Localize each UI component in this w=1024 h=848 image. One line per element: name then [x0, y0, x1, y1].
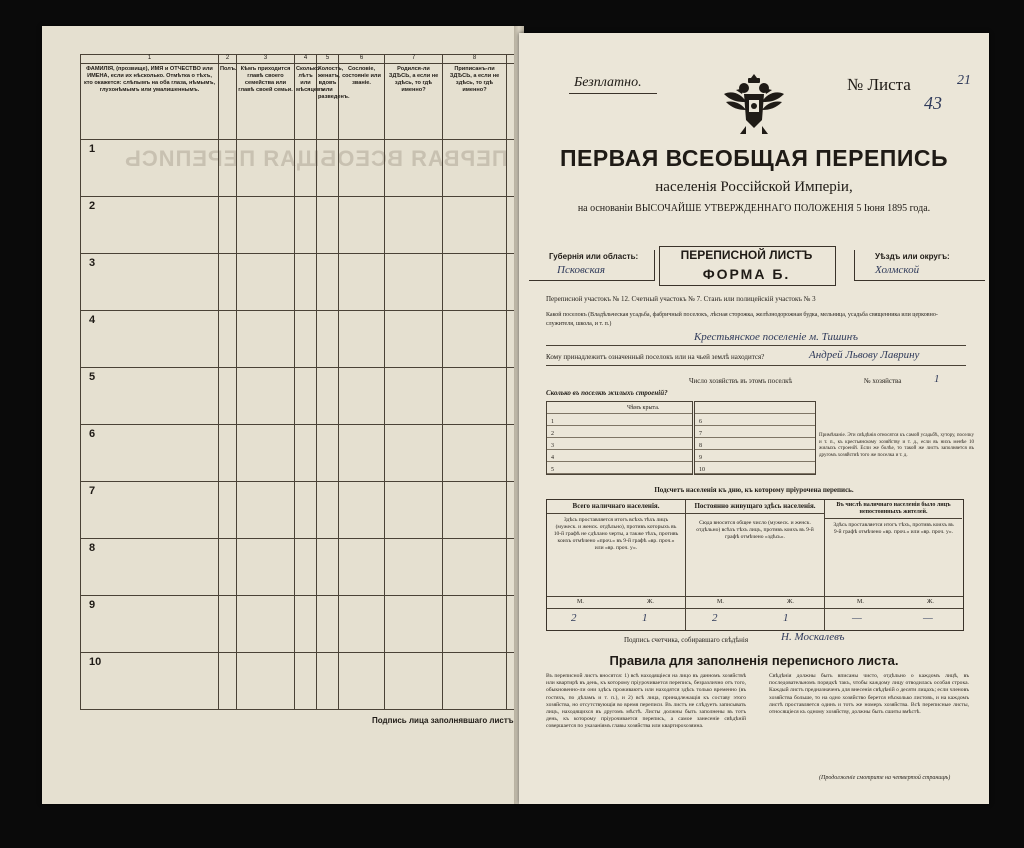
- grid-row-num: 7: [699, 431, 702, 437]
- uezd-box: [854, 250, 985, 281]
- grid-row-num: 4: [551, 455, 554, 461]
- buildings-grid-left: [546, 401, 693, 475]
- row-number: 4: [81, 311, 219, 368]
- left-page: [42, 26, 518, 804]
- pop-value: —: [852, 612, 862, 624]
- col-num: 6: [339, 55, 385, 64]
- column-header-sex: Полъ.: [219, 64, 237, 140]
- pop-value: 1: [642, 612, 648, 624]
- col-num: 3: [237, 55, 295, 64]
- table-row: [81, 539, 518, 596]
- rules-column-1: Въ переписной листъ вносятся: 1) всѣ находящіеся на лицо въ данномъ хозяйствѣ или квартирѣ въ день, къ которому пріурочивается перепись, безразлично отъ того, обыкновенно-ли они здѣсь проживаютъ или находятся здѣсь только временно (въ гостяхъ, по дѣламъ и т. п.), и 2) всѣ лица, принадлежащія къ составу этого хозяйства, но отсутствующія во время переписи. Въ листъ не слѣдуетъ записывать лицъ, находящихся въ другомъ мѣстѣ. Листы должны быть заполнены въ тотъ день, къ которому пріурочивается перепись, а самое занесеніе свѣдѣній совершается по указаніямъ главы хозяйства или квартирохозяина.: [546, 673, 746, 730]
- col-num: 7: [385, 55, 443, 64]
- population-table: [546, 499, 964, 631]
- uezd-value: Холмской: [875, 264, 920, 276]
- sheet-number-handwritten: 21: [957, 73, 971, 88]
- counter-signature-label: Подпись счетчика, собиравшаго свѣдѣнія: [624, 636, 749, 644]
- col-num: 5: [317, 55, 339, 64]
- pop-value: —: [923, 612, 933, 624]
- col-num: 4: [295, 55, 317, 64]
- grid-row-num: 9: [699, 455, 702, 461]
- f-label: Ж.: [927, 599, 934, 605]
- table-row: [81, 368, 518, 425]
- double-headed-eagle-emblem-icon: [722, 68, 786, 138]
- free-label: Безплатно.: [574, 75, 642, 90]
- pop-col1-title: Всего наличнаго населенія.: [547, 500, 685, 514]
- table-row: [81, 254, 518, 311]
- f-label: Ж.: [787, 599, 794, 605]
- col-num: 2: [219, 55, 237, 64]
- gubernia-box: [529, 250, 655, 281]
- row-number: 5: [81, 368, 219, 425]
- grid-row-num: 1: [551, 419, 554, 425]
- column-header-age: Сколько лѣтъ или мѣсяцевъ: [295, 64, 317, 140]
- sheet-number-label: № Листа: [847, 75, 911, 94]
- row-number: 9: [81, 596, 219, 653]
- continuation-note: (Продолженіе смотрите на четвертой страницѣ): [819, 775, 951, 781]
- buildings-label: Сколько въ поселкѣ жилыхъ строеній?: [546, 389, 668, 397]
- header-row: [81, 64, 518, 140]
- row-number: 10: [81, 652, 219, 709]
- population-title: Подсчетъ населенія къ дню, къ которому пріурочена перепись.: [654, 486, 854, 494]
- grid-row-num: 8: [699, 443, 702, 449]
- rules-title: Правила для заполненія переписного листа.: [609, 653, 899, 668]
- table-row: [81, 482, 518, 539]
- m-label: М.: [717, 599, 724, 605]
- column-header-marital: Холостъ, женатъ, вдовъ или разведенъ.: [317, 64, 339, 140]
- district-line: Переписной участокъ № 12. Счетный участокъ № 7. Станъ или полицейскій участокъ № 3: [546, 295, 816, 303]
- table-row: [81, 652, 518, 709]
- pop-col2-title: Постоянно живущаго здѣсь населенія.: [686, 500, 824, 514]
- household-no-value: 1: [934, 373, 940, 385]
- grid-row-num: 5: [551, 467, 554, 473]
- column-number-row: [81, 55, 518, 64]
- f-label: Ж.: [647, 599, 654, 605]
- pop-value: 2: [571, 612, 577, 624]
- pop-col1-text: Здѣсь проставляется итогъ всѣхъ тѣхъ лицъ (мужеск. и женск. отдѣльно), противъ которыхъ въ 10-й графѣ не сдѣлано черты, а также тѣхъ, противъ коихъ отмѣчено «проч.» въ 9-й графѣ «вр. проч.» или «вр. проч. у».: [553, 517, 679, 551]
- grid-header: Чѣмъ крыта.: [627, 405, 660, 411]
- settlement-value: Крестьянское поселеніе м. Тишинъ: [694, 331, 858, 343]
- table-row: [81, 197, 518, 254]
- row-number: 6: [81, 425, 219, 482]
- grid-row-num: 2: [551, 431, 554, 437]
- buildings-grid-middle: [694, 401, 816, 475]
- owner-label: Кому принадлежитъ означенный поселокъ или на чьей землѣ находится?: [546, 353, 765, 361]
- census-table: [80, 54, 518, 710]
- column-header-birthplace: Родился-ли ЗДѢСЬ, а если не здѣсь, то гдѣ именно?: [385, 64, 443, 140]
- page-title: ПЕРВАЯ ВСЕОБЩАЯ ПЕРЕПИСЬ: [559, 145, 949, 171]
- table-row: [81, 311, 518, 368]
- grid-row-num: 3: [551, 443, 554, 449]
- m-label: М.: [577, 599, 584, 605]
- gubernia-label: Губернія или область:: [549, 252, 639, 261]
- uezd-label: Уѣздъ или округъ:: [875, 252, 950, 261]
- sheet-number-handwritten-2: 43: [924, 93, 942, 113]
- buildings-note: Примѣчаніе. Эти свѣдѣнія относятся къ самой усадьбѣ, хутору, поселку и т. п., къ крестьянскому хозяйству и т. д., если въ нихъ менѣе 10 жилыхъ строеній. Если же болѣе, то такой же листъ заполняется въ другомъ хозяйствѣ того же поселка и т. д.: [819, 433, 974, 458]
- table-row: [81, 596, 518, 653]
- filler-signature-label: Подпись лица заполнявшаго листъ: [372, 716, 514, 725]
- owner-underline: [546, 365, 966, 366]
- col-num: 8: [443, 55, 507, 64]
- page-subtitle: населенія Россійской Имперіи,: [655, 179, 853, 195]
- owner-value: Андрей Львову Лаврину: [809, 349, 920, 361]
- settlement-label: Какой поселокъ (Владѣльческая усадьба, фабричный поселокъ, лѣсная сторожка, желѣзнодорожная будка, мельница, усадьба священника или церковно-служителя, школа, и т. п.): [546, 312, 938, 327]
- page-subtitle-decree: на основаніи ВЫСОЧАЙШЕ УТВЕРЖДЕННАГО ПОЛОЖЕНІЯ 5 Іюня 1895 года.: [577, 203, 931, 214]
- col-num: 1: [81, 55, 219, 64]
- row-number: 8: [81, 539, 219, 596]
- rules-column-2: Свѣдѣнія должны быть вписаны чисто, отдѣльно о каждомъ лицѣ, въ последовательномъ порядкѣ такъ, чтобы каждому лицу отводилась особая строка. Каждый листъ предназначенъ для внесенія свѣдѣній о десяти лицахъ; если членовъ хозяйства больше, то на одно хозяйство берется нѣсколько листовъ, и на каждомъ листѣ проставляется одинъ и тотъ же номеръ хозяйства. Всѣ переписные листы, относящіеся къ одному хозяйству, должны быть сшиты вмѣстѣ.: [769, 673, 969, 716]
- form-name: ФОРМА Б.: [702, 266, 791, 282]
- free-underline: [569, 93, 657, 94]
- column-header-relation: Кѣмъ приходится главѣ своего семейства или главѣ своей семьи.: [237, 64, 295, 140]
- gubernia-value: Псковская: [557, 264, 606, 276]
- grid-row-num: 10: [699, 467, 705, 473]
- table-row: [81, 140, 518, 197]
- pop-col2-text: Сюда вносится общее число (мужеск. и женск. отдѣльно) всѣхъ тѣхъ лицъ, противъ коихъ въ 9-й графѣ отмѣчено «здѣсь».: [696, 520, 814, 540]
- pop-value: 2: [712, 612, 718, 624]
- column-header-name: ФАМИЛІЯ, (прозвище), ИМЯ и ОТЧЕСТВО или ИМЕНА, если их нѣсколько. Отмѣтка о тѣхъ, кто окажется: слѣпымъ на оба глаза, нѣмымъ, глухонѣмымъ или умалишеннымъ.: [81, 64, 219, 140]
- pop-col3-text: Здѣсь проставляется итогъ тѣхъ, противъ коихъ въ 9-й графѣ отмѣчено «вр. проч.» или «вр. проч. у».: [833, 522, 954, 535]
- row-number: 3: [81, 254, 219, 311]
- pop-col3-title: Въ числѣ наличнаго населенія было лицъ непостоянныхъ жителей.: [825, 500, 962, 519]
- counter-signature-value: Н. Москалевъ: [781, 631, 845, 643]
- table-row: [81, 425, 518, 482]
- grid-row-num: 6: [699, 419, 702, 425]
- bleed-through-title: ПЕРВАЯ ВСЕОБЩАЯ ПЕРЕПИСЬ: [124, 146, 508, 171]
- households-label: Число хозяйствъ въ этомъ поселкѣ: [689, 377, 793, 385]
- row-number: 7: [81, 482, 219, 539]
- pop-value: 1: [783, 612, 789, 624]
- column-header-registration: Приписанъ-ли ЗДѢСЬ, а если не здѣсь, то гдѣ именно?: [443, 64, 507, 140]
- form-title: ПЕРЕПИСНОЙ ЛИСТЪ: [680, 248, 813, 262]
- row-number: 1: [81, 140, 219, 197]
- row-number: 2: [81, 197, 219, 254]
- right-page: [519, 33, 989, 804]
- household-no-label: № хозяйства: [864, 377, 902, 385]
- m-label: М.: [857, 599, 864, 605]
- settlement-underline: [546, 345, 966, 346]
- column-header-estate: Сословіе, состояніе или званіе.: [339, 64, 385, 140]
